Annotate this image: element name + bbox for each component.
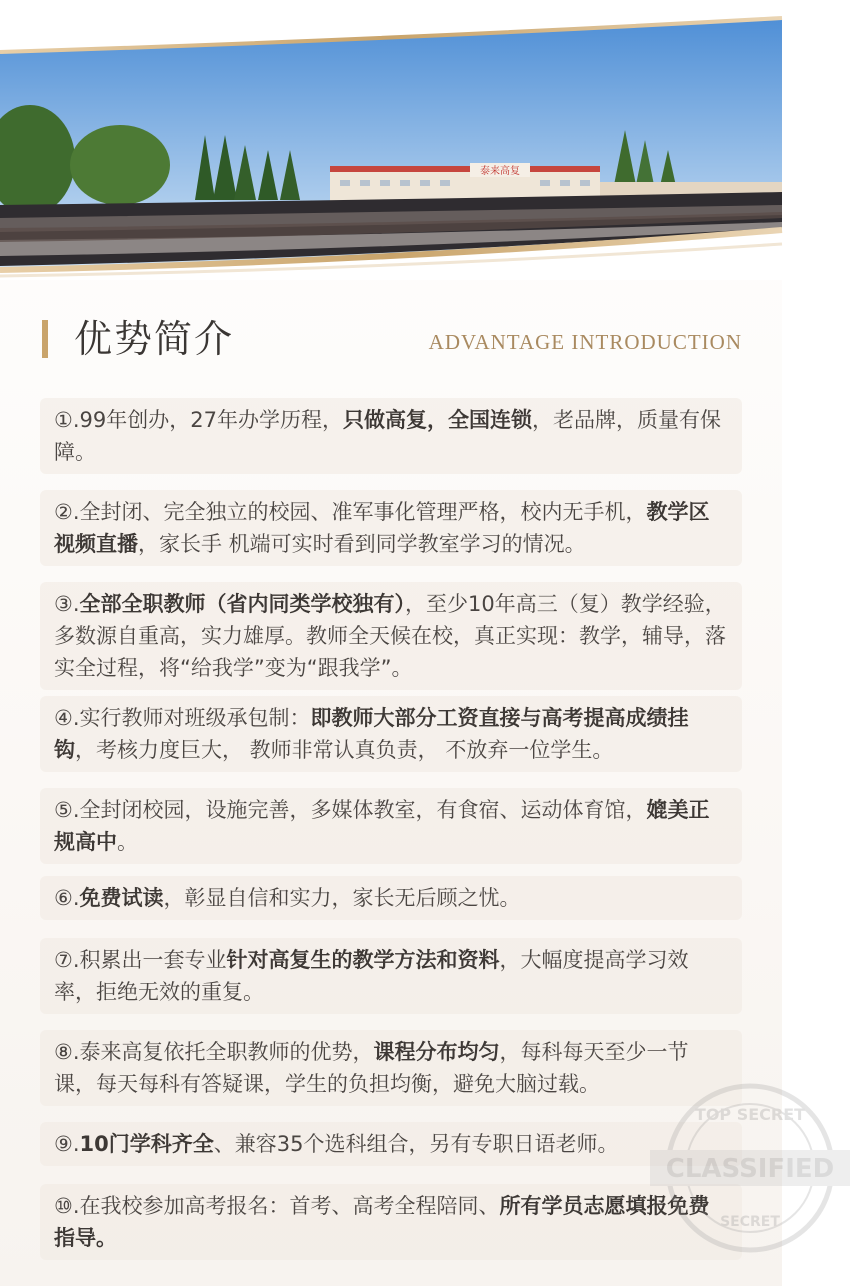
item-text: 。 [117,830,138,854]
item-text: ，至少10年高三（复）教学经验，多数源自重高，实力雄厚。教师全天候在校，真正实现：教学，辅导，落实全过程，将“给我学”变为“跟我学”。 [54,592,726,680]
item-highlight-text: 全部全职教师（省内同类学校独有） [79,592,406,616]
item-text: ，大幅度提高学习效率，拒绝无效的重复。 [54,948,689,1004]
heading-accent-bar [42,320,48,358]
section-heading [42,316,742,366]
item-text: ⑥. [54,886,80,910]
building-sign: 泰来高复 [480,166,520,177]
item-text: ，老品牌，质量有保障。 [54,408,721,464]
section-subtitle: ADVANTAGE INTRODUCTION [428,330,742,354]
advantage-item-3 [40,582,742,690]
section-title: 优势简介 [74,317,235,361]
item-text: ②.全封闭、完全独立的校园、准军事化管理严格，校内无手机， [54,500,647,524]
item-text: ，彰显自信和实力，家长无后顾之忧。 [163,886,521,910]
advantage-item-1 [40,398,742,474]
item-highlight-text: 课程分布均匀 [373,1040,500,1064]
item-text: ⑤.全封闭校园，设施完善，多媒体教室，有食宿、运动体育馆， [54,798,647,822]
item-text: ①.99年创办，27年办学历程， [54,408,343,432]
advantage-item-4 [40,696,742,772]
item-text: ⑨. [54,1132,80,1156]
advantage-item-5 [40,788,742,864]
classified-stamp-watermark [650,1078,850,1258]
advantage-item-8 [40,1030,742,1106]
item-highlight-text: 10门学科齐全 [79,1132,214,1156]
stamp-main-text: CLASSIFIED [665,1154,835,1184]
item-highlight-text: 只做高复，全国连锁 [342,408,532,432]
item-highlight-text: 免费试读 [79,886,164,910]
stamp-bottom-text: SECRET [720,1214,780,1230]
advantage-item-6 [40,876,742,920]
stamp-top-text: TOP SECRET [694,1105,806,1124]
item-text: ，每科每天至少一节课，每天每科有答疑课，学生的负担均衡，避免大脑过载。 [54,1040,689,1096]
advantage-item-2 [40,490,742,566]
item-highlight-text: 所有学员志愿填报免费指导。 [54,1194,710,1250]
item-text: ③. [54,592,80,616]
item-highlight-text: 即教师大部分工资直接与高考提高成绩挂钩 [54,706,689,762]
advantage-item-7 [40,938,742,1014]
item-text: ，考核力度巨大， 教师非常认真负责， 不放弃一位学生。 [75,738,614,762]
school-group-photo [0,0,782,280]
item-text: ⑩.在我校参加高考报名：首考、高考全程陪同、 [54,1194,500,1218]
item-text: ⑧.泰来高复依托全职教师的优势， [54,1040,374,1064]
advantage-item-9 [40,1122,742,1166]
advantage-item-10 [40,1184,742,1260]
item-highlight-text: 针对高复生的教学方法和资料 [226,948,500,972]
item-highlight-text: 媲美正规高中 [54,798,710,854]
item-text: ④.实行教师对班级承包制： [54,706,311,730]
item-text: 、兼容35个选科组合，另有专职日语老师。 [213,1132,619,1156]
item-text: ⑦.积累出一套专业 [54,948,227,972]
item-highlight-text: 教学区视频直播 [54,500,710,556]
item-text: ，家长手 机端可实时看到同学教室学习的情况。 [138,532,586,556]
